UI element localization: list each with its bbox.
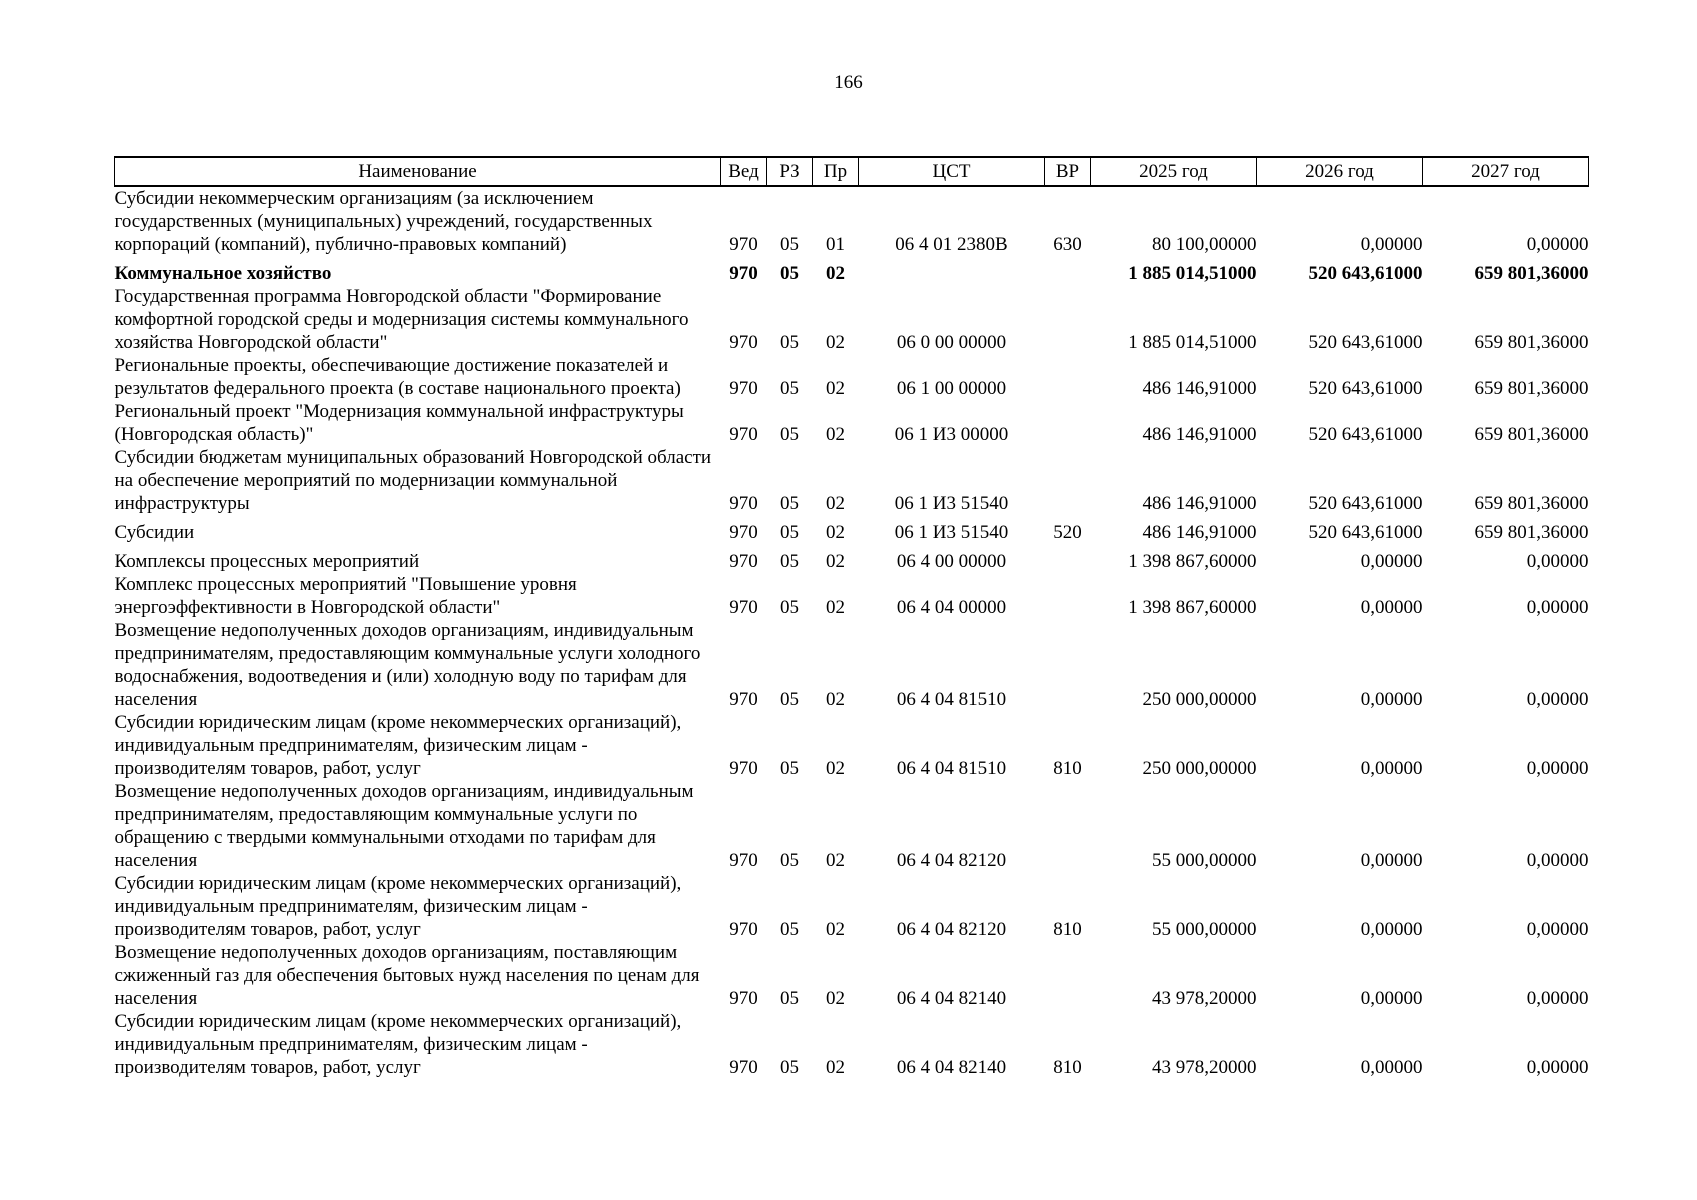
header-name: Наименование (115, 157, 721, 186)
cell-rz: 05 (780, 332, 799, 353)
cell-2026: 520 643,61000 (1308, 263, 1423, 284)
table-row (115, 1010, 1589, 1079)
cell-2027: 0,00000 (1526, 551, 1589, 572)
cell-pr: 02 (826, 1057, 845, 1078)
cell-2025: 1 398 867,60000 (1128, 551, 1257, 572)
cell-rz: 05 (780, 234, 799, 255)
cell-vr (1045, 256, 1091, 285)
cell-name: Государственная программа Новгородской области "Формирование комфортной городской среды и модернизация системы коммунального хозяйства Новгородской области" (114, 286, 689, 353)
cell-2025: 55 000,00000 (1152, 850, 1257, 871)
cell-rz: 05 (780, 988, 799, 1009)
cell-2025: 1 885 014,51000 (1128, 332, 1257, 353)
header-2027: 2027 год (1423, 157, 1589, 186)
cell-2026: 0,00000 (1360, 1057, 1423, 1078)
cell-cst: 06 4 04 81510 (896, 758, 1007, 779)
table-row (115, 780, 1589, 872)
cell-pr: 02 (826, 522, 845, 543)
cell-2025: 43 978,20000 (1152, 988, 1257, 1009)
cell-vr (1045, 619, 1091, 711)
cell-rz: 05 (780, 689, 799, 710)
cell-vr (1045, 780, 1091, 872)
page-number: 166 (834, 72, 863, 93)
header-2025: 2025 год (1091, 157, 1257, 186)
cell-name: Субсидии бюджетам муниципальных образований Новгородской области на обеспечение мероприятий по модернизации коммунальной инфраструктуры (114, 447, 712, 514)
cell-pr: 02 (826, 988, 845, 1009)
table-row (115, 573, 1589, 619)
cell-2026: 0,00000 (1360, 758, 1423, 779)
cell-ved: 970 (729, 378, 758, 399)
cell-2027: 0,00000 (1526, 234, 1589, 255)
cell-name: Региональные проекты, обеспечивающие достижение показателей и результатов федерального проекта (в составе национального проекта) (114, 355, 681, 399)
cell-vr: 810 (1053, 758, 1082, 779)
cell-vr (1045, 544, 1091, 573)
cell-vr (1045, 354, 1091, 400)
cell-name: Субсидии юридическим лицам (кроме некоммерческих организаций), индивидуальным предпринимателям, физическим лицам - производителям товаров, работ, услуг (114, 1011, 682, 1078)
cell-2026: 0,00000 (1360, 689, 1423, 710)
cell-2026: 0,00000 (1360, 919, 1423, 940)
cell-2027: 659 801,36000 (1474, 378, 1589, 399)
table-row (115, 354, 1589, 400)
cell-rz: 05 (780, 263, 799, 284)
cell-ved: 970 (729, 919, 758, 940)
table-row (115, 941, 1589, 1010)
cell-cst: 06 4 01 2380В (895, 234, 1008, 255)
header-vr: ВР (1045, 157, 1091, 186)
cell-rz: 05 (780, 597, 799, 618)
cell-2026: 520 643,61000 (1308, 332, 1423, 353)
cell-2027: 0,00000 (1526, 689, 1589, 710)
cell-2026: 0,00000 (1360, 234, 1423, 255)
cell-2026: 520 643,61000 (1308, 378, 1423, 399)
cell-2026: 520 643,61000 (1308, 522, 1423, 543)
cell-vr (1045, 573, 1091, 619)
cell-name: Региональный проект "Модернизация коммунальной инфраструктуры (Новгородская область)" (114, 401, 684, 445)
cell-2025: 486 146,91000 (1142, 493, 1257, 514)
table-header-row (115, 157, 1589, 186)
cell-vr: 520 (1053, 522, 1082, 543)
table-row (115, 544, 1589, 573)
cell-pr: 02 (826, 919, 845, 940)
cell-pr: 02 (826, 378, 845, 399)
cell-pr: 02 (826, 332, 845, 353)
cell-2025: 1 398 867,60000 (1128, 597, 1257, 618)
cell-rz: 05 (780, 378, 799, 399)
cell-2025: 486 146,91000 (1142, 424, 1257, 445)
budget-table (114, 156, 1589, 1079)
cell-pr: 02 (826, 493, 845, 514)
cell-ved: 970 (729, 689, 758, 710)
cell-rz: 05 (780, 1057, 799, 1078)
cell-pr: 02 (826, 597, 845, 618)
cell-2027: 659 801,36000 (1474, 332, 1589, 353)
cell-rz: 05 (780, 758, 799, 779)
table-row (115, 619, 1589, 711)
header-cst: ЦСТ (859, 157, 1045, 186)
cell-2027: 0,00000 (1526, 850, 1589, 871)
cell-2027: 659 801,36000 (1474, 263, 1589, 284)
cell-name: Субсидии (114, 522, 195, 543)
cell-ved: 970 (729, 424, 758, 445)
cell-cst: 06 4 04 81510 (896, 689, 1007, 710)
table-row (115, 446, 1589, 515)
cell-name: Возмещение недополученных доходов организациям, поставляющим сжиженный газ для обеспечения бытовых нужд населения по ценам для населения (114, 942, 700, 1009)
cell-vr: 810 (1053, 1057, 1082, 1078)
cell-cst: 06 4 04 82120 (896, 919, 1007, 940)
cell-cst: 06 0 00 00000 (896, 332, 1007, 353)
cell-2027: 0,00000 (1526, 919, 1589, 940)
header-pr: Пр (813, 157, 859, 186)
cell-name: Возмещение недополученных доходов организациям, индивидуальным предпринимателям, предоставляющим коммунальные услуги холодного водоснабжения, водоотведения и (или) холодную воду по тарифам для населения (114, 620, 701, 710)
cell-vr: 630 (1053, 234, 1082, 255)
cell-rz: 05 (780, 522, 799, 543)
cell-ved: 970 (729, 234, 758, 255)
cell-ved: 970 (729, 551, 758, 572)
cell-name: Возмещение недополученных доходов организациям, индивидуальным предпринимателям, предоставляющим коммунальные услуги по обращению с твердыми коммунальными отходами по тарифам для населения (114, 781, 694, 871)
table-row (115, 400, 1589, 446)
cell-ved: 970 (729, 988, 758, 1009)
cell-2025: 486 146,91000 (1142, 378, 1257, 399)
header-ved: Вед (721, 157, 767, 186)
cell-cst: 06 4 04 82140 (896, 988, 1007, 1009)
cell-name: Комплексы процессных мероприятий (114, 551, 420, 572)
cell-2026: 0,00000 (1360, 551, 1423, 572)
cell-cst: 06 1 И3 51540 (894, 493, 1009, 514)
cell-cst: 06 1 00 00000 (896, 378, 1007, 399)
cell-ved: 970 (729, 493, 758, 514)
cell-2027: 659 801,36000 (1474, 424, 1589, 445)
table-row (115, 711, 1589, 780)
cell-2027: 0,00000 (1526, 758, 1589, 779)
table-row (115, 285, 1589, 354)
cell-vr (1045, 446, 1091, 515)
table-row (115, 186, 1589, 256)
cell-name: Коммунальное хозяйство (114, 263, 332, 284)
cell-2026: 0,00000 (1360, 850, 1423, 871)
cell-rz: 05 (780, 424, 799, 445)
cell-cst: 06 1 И3 00000 (894, 424, 1009, 445)
cell-2027: 659 801,36000 (1474, 522, 1589, 543)
cell-2027: 0,00000 (1526, 597, 1589, 618)
cell-ved: 970 (729, 263, 758, 284)
cell-2025: 250 000,00000 (1142, 758, 1257, 779)
cell-pr: 02 (826, 263, 845, 284)
cell-vr (1045, 285, 1091, 354)
cell-cst: 06 4 04 00000 (896, 597, 1007, 618)
cell-2025: 250 000,00000 (1142, 689, 1257, 710)
cell-ved: 970 (729, 850, 758, 871)
cell-pr: 02 (826, 689, 845, 710)
cell-2026: 0,00000 (1360, 597, 1423, 618)
cell-name: Субсидии некоммерческим организациям (за исключением государственных (муниципальных) учреждений, государственных корпораций (компаний), публично-правовых компаний) (114, 188, 653, 255)
cell-cst: 06 4 00 00000 (896, 551, 1007, 572)
cell-2026: 520 643,61000 (1308, 493, 1423, 514)
table-row-section (115, 256, 1589, 285)
cell-pr: 02 (826, 551, 845, 572)
cell-cst (859, 256, 1045, 285)
header-2026: 2026 год (1257, 157, 1423, 186)
cell-vr (1045, 941, 1091, 1010)
table-row (115, 872, 1589, 941)
cell-rz: 05 (780, 850, 799, 871)
cell-2027: 0,00000 (1526, 1057, 1589, 1078)
cell-name: Комплекс процессных мероприятий "Повышение уровня энергоэффективности в Новгородской области" (114, 574, 577, 618)
cell-vr: 810 (1053, 919, 1082, 940)
cell-ved: 970 (729, 597, 758, 618)
header-rz: РЗ (767, 157, 813, 186)
cell-2026: 520 643,61000 (1308, 424, 1423, 445)
cell-2026: 0,00000 (1360, 988, 1423, 1009)
cell-2027: 0,00000 (1526, 988, 1589, 1009)
cell-ved: 970 (729, 758, 758, 779)
cell-rz: 05 (780, 919, 799, 940)
cell-pr: 01 (826, 234, 845, 255)
cell-2025: 55 000,00000 (1152, 919, 1257, 940)
cell-cst: 06 4 04 82140 (896, 1057, 1007, 1078)
cell-cst: 06 1 И3 51540 (894, 522, 1009, 543)
cell-2025: 43 978,20000 (1152, 1057, 1257, 1078)
cell-2025: 1 885 014,51000 (1128, 263, 1257, 284)
table-row (115, 515, 1589, 544)
cell-name: Субсидии юридическим лицам (кроме некоммерческих организаций), индивидуальным предпринимателям, физическим лицам - производителям товаров, работ, услуг (114, 873, 682, 940)
cell-2025: 486 146,91000 (1142, 522, 1257, 543)
cell-ved: 970 (729, 522, 758, 543)
cell-pr: 02 (826, 758, 845, 779)
cell-2027: 659 801,36000 (1474, 493, 1589, 514)
cell-rz: 05 (780, 551, 799, 572)
cell-rz: 05 (780, 493, 799, 514)
cell-cst: 06 4 04 82120 (896, 850, 1007, 871)
cell-pr: 02 (826, 850, 845, 871)
cell-vr (1045, 400, 1091, 446)
cell-2025: 80 100,00000 (1152, 234, 1257, 255)
cell-pr: 02 (826, 424, 845, 445)
cell-ved: 970 (729, 332, 758, 353)
cell-name: Субсидии юридическим лицам (кроме некоммерческих организаций), индивидуальным предпринимателям, физическим лицам - производителям товаров, работ, услуг (114, 712, 682, 779)
cell-ved: 970 (729, 1057, 758, 1078)
